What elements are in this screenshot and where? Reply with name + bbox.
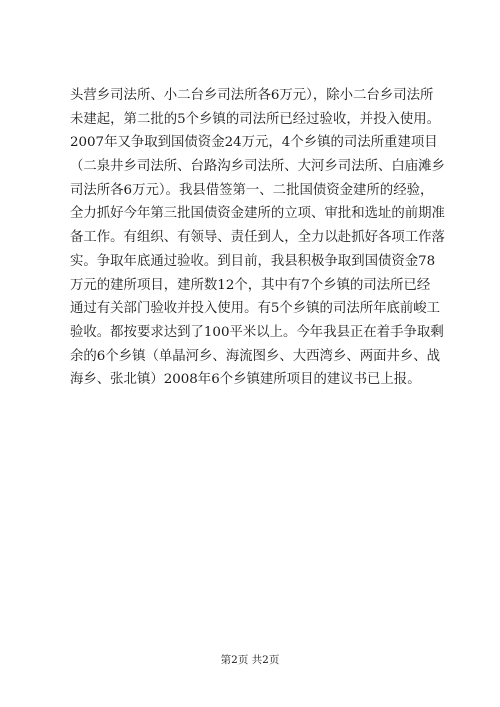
text-line: 2007年又争取到国债资金24万元，4个乡镇的司法所重建项目 xyxy=(70,135,438,151)
text-line: 海乡、张北镇）2008年6个乡镇建所项目的建议书已上报。 xyxy=(70,372,421,388)
text-line: 实。争取年底通过验收。到目前，我县积极争取到国债资金78 xyxy=(70,253,436,269)
text-line: 未建起，第二批的5个乡镇的司法所已经过验收，并投入使用。 xyxy=(70,111,441,127)
text-line: 万元的建所项目，建所数12个，其中有7个乡镇的司法所已经 xyxy=(70,277,431,293)
text-line: 头营乡司法所、小二台乡司法所各6万元），除小二台乡司法所 xyxy=(70,88,434,103)
text-line: 验收。都按要求达到了100平米以上。今年我县正在着手争取剩 xyxy=(70,324,444,340)
text-line: （二泉井乡司法所、台路沟乡司法所、大河乡司法所、白庙滩乡 xyxy=(70,159,445,175)
page-number: 第2页 共2页 xyxy=(220,654,280,666)
text-line: 余的6个乡镇（单晶河乡、海流图乡、大西湾乡、两面井乡、战 xyxy=(70,348,441,364)
body-paragraph xyxy=(70,84,450,392)
page-footer xyxy=(0,653,500,667)
text-line: 通过有关部门验收并投入使用。有5个乡镇的司法所年底前峻工 xyxy=(70,301,441,317)
text-line: 全力抓好今年第三批国债资金建所的立项、审批和选址的前期准 xyxy=(70,206,445,222)
text-line: 备工作。有组织、有领导、责任到人，全力以赴抓好各项工作落 xyxy=(70,230,445,246)
text-line: 司法所各6万元）。我县借签第一、二批国债资金建所的经验， xyxy=(70,182,434,198)
